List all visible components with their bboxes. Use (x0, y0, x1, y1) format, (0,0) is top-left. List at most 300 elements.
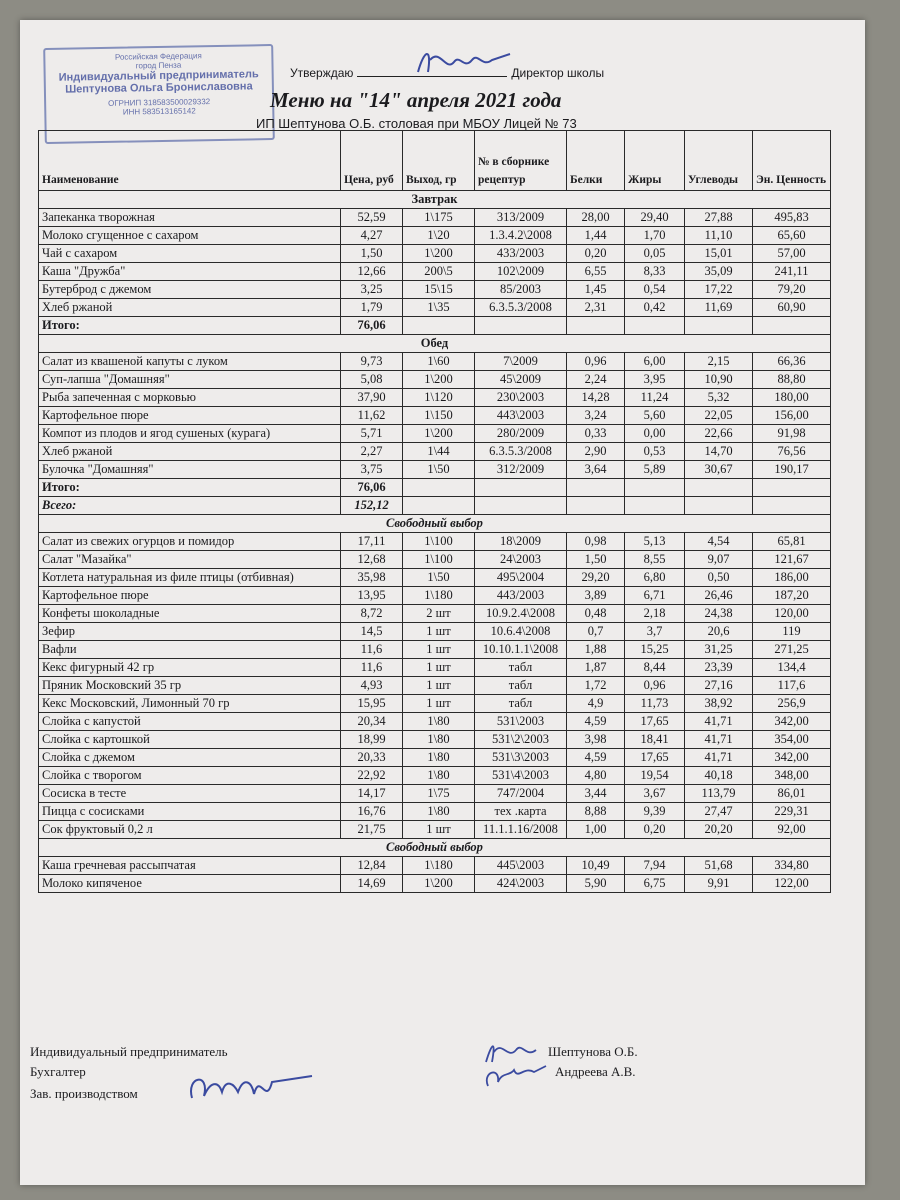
cell-carbs: 26,46 (685, 587, 753, 605)
cell-carbs: 22,05 (685, 407, 753, 425)
table-row (39, 227, 831, 245)
footer-accountant-label: Бухгалтер (30, 1064, 86, 1079)
cell-yield: 1 шт (403, 821, 475, 839)
cell-name: Кекс фигурный 42 гр (39, 659, 341, 677)
cell-carbs: 38,92 (685, 695, 753, 713)
cell-energy: 76,56 (753, 443, 831, 461)
cell-carbs: 35,09 (685, 263, 753, 281)
cell-price: 17,11 (341, 533, 403, 551)
cell-carbs: 41,71 (685, 713, 753, 731)
cell-recipe: 531\3\2003 (475, 749, 567, 767)
table-row (39, 371, 831, 389)
cell-energy: 60,90 (753, 299, 831, 317)
cell-yield: 2 шт (403, 605, 475, 623)
cell-yield: 1\50 (403, 461, 475, 479)
table-row (39, 713, 831, 731)
cell-price: 35,98 (341, 569, 403, 587)
cell-energy: 271,25 (753, 641, 831, 659)
cell-recipe: 230\2003 (475, 389, 567, 407)
table-row (39, 245, 831, 263)
cell-fat: 6,00 (625, 353, 685, 371)
lunch-total-group (39, 479, 831, 533)
cell-protein: 0,20 (567, 245, 625, 263)
cell-price: 1,50 (341, 245, 403, 263)
cell-carbs: 15,01 (685, 245, 753, 263)
cell-carbs: 9,07 (685, 551, 753, 569)
cell-recipe: 495\2004 (475, 569, 567, 587)
cell-protein: 1,00 (567, 821, 625, 839)
table-row (39, 767, 831, 785)
cell-yield: 1\180 (403, 857, 475, 875)
cell-fat: 8,55 (625, 551, 685, 569)
cell-price: 20,33 (341, 749, 403, 767)
cell-price: 1,79 (341, 299, 403, 317)
cell-protein: 0,33 (567, 425, 625, 443)
cell-price: 2,27 (341, 443, 403, 461)
cell-energy: 65,60 (753, 227, 831, 245)
cell-protein: 1,45 (567, 281, 625, 299)
cell-yield: 1\44 (403, 443, 475, 461)
free-rows (39, 533, 831, 839)
cell-fat: 17,65 (625, 713, 685, 731)
cell-carbs: 4,54 (685, 533, 753, 551)
table-row (39, 407, 831, 425)
cell-fat: 0,42 (625, 299, 685, 317)
page-subtitle: ИП Шептунова О.Б. столовая при МБОУ Лицей № 73 (256, 116, 577, 131)
cell-name: Запеканка творожная (39, 209, 341, 227)
cell-yield: 1\180 (403, 587, 475, 605)
cell-name: Хлеб ржаной (39, 443, 341, 461)
cell-energy: 92,00 (753, 821, 831, 839)
cell-protein: 0,7 (567, 623, 625, 641)
cell-recipe: 443\2003 (475, 407, 567, 425)
cell-recipe: 10.10.1.1\2008 (475, 641, 567, 659)
cell-energy: 187,20 (753, 587, 831, 605)
cell-energy: 121,67 (753, 551, 831, 569)
free2-rows (39, 857, 831, 893)
free2-header-group (39, 839, 831, 857)
signature-line (357, 76, 507, 77)
cell-protein: 6,55 (567, 263, 625, 281)
cell-name: Пряник Московский 35 гр (39, 677, 341, 695)
cell-name: Компот из плодов и ягод сушеных (курага) (39, 425, 341, 443)
cell-carbs: 113,79 (685, 785, 753, 803)
table-row (39, 605, 831, 623)
cell-protein: 1,72 (567, 677, 625, 695)
cell-carbs: 11,69 (685, 299, 753, 317)
cell-energy: 122,00 (753, 875, 831, 893)
cell-fat: 11,24 (625, 389, 685, 407)
cell-energy: 354,00 (753, 731, 831, 749)
cell-recipe: 443/2003 (475, 587, 567, 605)
cell-energy: 79,20 (753, 281, 831, 299)
table-row (39, 587, 831, 605)
cell-energy: 66,36 (753, 353, 831, 371)
cell-price: 5,08 (341, 371, 403, 389)
cell-recipe: 531\2\2003 (475, 731, 567, 749)
cell-price: 18,99 (341, 731, 403, 749)
production-signature (182, 1062, 322, 1112)
cell-recipe: 6.3.5.3/2008 (475, 299, 567, 317)
col-header-carbs: Углеводы (685, 131, 753, 191)
cell-price: 3,75 (341, 461, 403, 479)
cell-name: Чай с сахаром (39, 245, 341, 263)
cell-recipe: 313/2009 (475, 209, 567, 227)
page-title: Меню на "14" апреля 2021 года (270, 88, 562, 112)
section-title: Свободный выбор (39, 839, 831, 857)
section-title: Завтрак (39, 191, 831, 209)
cell-recipe: 85/2003 (475, 281, 567, 299)
total-label: Итого: (39, 317, 341, 335)
cell-recipe: табл (475, 695, 567, 713)
table-row (39, 659, 831, 677)
cell-fat: 15,25 (625, 641, 685, 659)
cell-energy: 180,00 (753, 389, 831, 407)
grand-total-label: Всего: (39, 497, 341, 515)
cell-name: Слойка с картошкой (39, 731, 341, 749)
cell-carbs: 24,38 (685, 605, 753, 623)
cell-name: Картофельное пюре (39, 407, 341, 425)
cell-carbs: 27,16 (685, 677, 753, 695)
cell-name: Молоко кипяченое (39, 875, 341, 893)
cell-yield: 1 шт (403, 641, 475, 659)
cell-recipe: 45\2009 (475, 371, 567, 389)
cell-recipe: табл (475, 659, 567, 677)
cell-recipe: 445\2003 (475, 857, 567, 875)
col-header-protein: Белки (567, 131, 625, 191)
cell-carbs: 9,91 (685, 875, 753, 893)
menu-body (39, 191, 831, 209)
cell-fat: 3,7 (625, 623, 685, 641)
cell-fat: 0,53 (625, 443, 685, 461)
breakfast-total-row (39, 317, 831, 335)
total-value: 76,06 (341, 317, 403, 335)
cell-energy: 342,00 (753, 749, 831, 767)
cell-name: Пицца с сосисками (39, 803, 341, 821)
cell-recipe: табл (475, 677, 567, 695)
col-header-yield: Выход, гр (403, 131, 475, 191)
cell-yield: 1\100 (403, 533, 475, 551)
cell-energy: 186,00 (753, 569, 831, 587)
cell-energy: 134,4 (753, 659, 831, 677)
col-header-name: Наименование (39, 131, 341, 191)
cell-carbs: 30,67 (685, 461, 753, 479)
cell-yield: 1\60 (403, 353, 475, 371)
cell-protein: 2,90 (567, 443, 625, 461)
cell-carbs: 41,71 (685, 749, 753, 767)
cell-carbs: 27,88 (685, 209, 753, 227)
cell-recipe: 11.1.1.16/2008 (475, 821, 567, 839)
cell-recipe: 433/2003 (475, 245, 567, 263)
cell-energy: 495,83 (753, 209, 831, 227)
table-row (39, 569, 831, 587)
cell-protein: 1,88 (567, 641, 625, 659)
cell-yield: 1\80 (403, 731, 475, 749)
cell-yield: 1 шт (403, 623, 475, 641)
cell-fat: 0,20 (625, 821, 685, 839)
cell-protein: 8,88 (567, 803, 625, 821)
table-row (39, 281, 831, 299)
cell-protein: 0,96 (567, 353, 625, 371)
cell-energy: 57,00 (753, 245, 831, 263)
cell-yield: 1\80 (403, 713, 475, 731)
cell-fat: 9,39 (625, 803, 685, 821)
approval-label: Утверждаю (290, 66, 354, 80)
section-breakfast (39, 191, 831, 209)
cell-energy: 120,00 (753, 605, 831, 623)
cell-yield: 1\75 (403, 785, 475, 803)
cell-yield: 1\200 (403, 425, 475, 443)
cell-energy: 88,80 (753, 371, 831, 389)
table-row (39, 353, 831, 371)
cell-recipe: 312/2009 (475, 461, 567, 479)
cell-name: Сосиска в тесте (39, 785, 341, 803)
cell-fat: 8,33 (625, 263, 685, 281)
table-row (39, 803, 831, 821)
cell-protein: 10,49 (567, 857, 625, 875)
cell-price: 14,17 (341, 785, 403, 803)
table-row (39, 209, 831, 227)
table-row (39, 731, 831, 749)
cell-protein: 14,28 (567, 389, 625, 407)
cell-price: 5,71 (341, 425, 403, 443)
cell-yield: 1\50 (403, 569, 475, 587)
cell-recipe: 18\2009 (475, 533, 567, 551)
cell-recipe: тех .карта (475, 803, 567, 821)
cell-yield: 1 шт (403, 677, 475, 695)
cell-protein: 1,44 (567, 227, 625, 245)
cell-price: 12,84 (341, 857, 403, 875)
table-row (39, 461, 831, 479)
lunch-total-row (39, 479, 831, 497)
cell-yield: 1\35 (403, 299, 475, 317)
cell-yield: 1\20 (403, 227, 475, 245)
cell-carbs: 0,50 (685, 569, 753, 587)
cell-recipe: 10.9.2.4\2008 (475, 605, 567, 623)
cell-price: 14,69 (341, 875, 403, 893)
cell-energy: 241,11 (753, 263, 831, 281)
section-free (39, 515, 831, 533)
cell-name: Каша гречневая рассыпчатая (39, 857, 341, 875)
cell-name: Конфеты шоколадные (39, 605, 341, 623)
cell-fat: 8,44 (625, 659, 685, 677)
cell-price: 13,95 (341, 587, 403, 605)
cell-carbs: 5,32 (685, 389, 753, 407)
cell-energy: 91,98 (753, 425, 831, 443)
table-row (39, 821, 831, 839)
cell-recipe: 531\4\2003 (475, 767, 567, 785)
cell-fat: 2,18 (625, 605, 685, 623)
table-row (39, 875, 831, 893)
cell-name: Зефир (39, 623, 341, 641)
cell-fat: 0,96 (625, 677, 685, 695)
cell-price: 12,68 (341, 551, 403, 569)
cell-carbs: 27,47 (685, 803, 753, 821)
cell-carbs: 23,39 (685, 659, 753, 677)
cell-carbs: 31,25 (685, 641, 753, 659)
table-row (39, 623, 831, 641)
cell-yield: 1\200 (403, 371, 475, 389)
cell-name: Булочка "Домашняя" (39, 461, 341, 479)
cell-yield: 15\15 (403, 281, 475, 299)
cell-carbs: 10,90 (685, 371, 753, 389)
cell-carbs: 51,68 (685, 857, 753, 875)
cell-carbs: 20,20 (685, 821, 753, 839)
footer-production-label: Зав. производством (30, 1086, 138, 1101)
cell-name: Салат из свежих огурцов и помидор (39, 533, 341, 551)
cell-protein: 4,59 (567, 749, 625, 767)
cell-fat: 3,67 (625, 785, 685, 803)
cell-name: Сок фруктовый 0,2 л (39, 821, 341, 839)
cell-protein: 3,64 (567, 461, 625, 479)
cell-price: 21,75 (341, 821, 403, 839)
grand-total-row (39, 497, 831, 515)
lunch-rows (39, 353, 831, 479)
cell-protein: 4,9 (567, 695, 625, 713)
cell-energy: 65,81 (753, 533, 831, 551)
cell-carbs: 14,70 (685, 443, 753, 461)
table-row (39, 425, 831, 443)
table-row (39, 749, 831, 767)
cell-name: Картофельное пюре (39, 587, 341, 605)
cell-energy: 348,00 (753, 767, 831, 785)
cell-name: Вафли (39, 641, 341, 659)
footer-accountant-name: Андреева А.В. (555, 1064, 636, 1079)
footer-ip-name: Шептунова О.Б. (548, 1044, 638, 1059)
cell-energy: 190,17 (753, 461, 831, 479)
footer-ip-label: Индивидуальный предприниматель (30, 1044, 228, 1059)
cell-fat: 18,41 (625, 731, 685, 749)
cell-price: 4,27 (341, 227, 403, 245)
cell-energy: 342,00 (753, 713, 831, 731)
cell-name: Слойка с джемом (39, 749, 341, 767)
cell-protein: 3,89 (567, 587, 625, 605)
approval-line (290, 66, 604, 80)
cell-name: Кекс Московский, Лимонный 70 гр (39, 695, 341, 713)
cell-protein: 0,98 (567, 533, 625, 551)
table-row (39, 677, 831, 695)
cell-price: 11,6 (341, 659, 403, 677)
cell-protein: 1,87 (567, 659, 625, 677)
cell-protein: 0,48 (567, 605, 625, 623)
table-header-row (39, 131, 831, 191)
cell-fat: 1,70 (625, 227, 685, 245)
table-row (39, 641, 831, 659)
menu-table (38, 130, 831, 893)
cell-energy: 256,9 (753, 695, 831, 713)
cell-fat: 6,75 (625, 875, 685, 893)
table-row (39, 263, 831, 281)
table-row (39, 857, 831, 875)
cell-name: Молоко сгущенное с сахаром (39, 227, 341, 245)
cell-fat: 19,54 (625, 767, 685, 785)
cell-price: 15,95 (341, 695, 403, 713)
cell-yield: 1 шт (403, 695, 475, 713)
section-title: Обед (39, 335, 831, 353)
cell-price: 22,92 (341, 767, 403, 785)
cell-yield: 1\175 (403, 209, 475, 227)
cell-protein: 3,24 (567, 407, 625, 425)
cell-fat: 6,80 (625, 569, 685, 587)
total-value: 76,06 (341, 479, 403, 497)
cell-name: Хлеб ржаной (39, 299, 341, 317)
cell-price: 14,5 (341, 623, 403, 641)
cell-name: Котлета натуральная из филе птицы (отбивная) (39, 569, 341, 587)
cell-recipe: 7\2009 (475, 353, 567, 371)
cell-energy: 156,00 (753, 407, 831, 425)
cell-fat: 6,71 (625, 587, 685, 605)
cell-protein: 3,44 (567, 785, 625, 803)
cell-energy: 229,31 (753, 803, 831, 821)
cell-yield: 1\80 (403, 803, 475, 821)
cell-carbs: 11,10 (685, 227, 753, 245)
cell-fat: 5,13 (625, 533, 685, 551)
cell-energy: 117,6 (753, 677, 831, 695)
col-header-fat: Жиры (625, 131, 685, 191)
breakfast-total-group (39, 317, 831, 353)
cell-price: 52,59 (341, 209, 403, 227)
col-header-energy: Эн. Ценность (753, 131, 831, 191)
cell-protein: 5,90 (567, 875, 625, 893)
cell-price: 37,90 (341, 389, 403, 407)
cell-protein: 1,50 (567, 551, 625, 569)
table-row (39, 695, 831, 713)
cell-protein: 4,59 (567, 713, 625, 731)
cell-carbs: 17,22 (685, 281, 753, 299)
cell-protein: 4,80 (567, 767, 625, 785)
table-row (39, 551, 831, 569)
cell-recipe: 424\2003 (475, 875, 567, 893)
table-row (39, 785, 831, 803)
total-label: Итого: (39, 479, 341, 497)
cell-price: 16,76 (341, 803, 403, 821)
cell-energy: 119 (753, 623, 831, 641)
cell-yield: 1\150 (403, 407, 475, 425)
cell-recipe: 24\2003 (475, 551, 567, 569)
cell-carbs: 22,66 (685, 425, 753, 443)
cell-fat: 0,05 (625, 245, 685, 263)
cell-fat: 29,40 (625, 209, 685, 227)
cell-price: 11,6 (341, 641, 403, 659)
cell-recipe: 102\2009 (475, 263, 567, 281)
cell-price: 11,62 (341, 407, 403, 425)
cell-energy: 86,01 (753, 785, 831, 803)
cell-name: Слойка с капустой (39, 713, 341, 731)
cell-fat: 5,60 (625, 407, 685, 425)
cell-protein: 3,98 (567, 731, 625, 749)
cell-carbs: 2,15 (685, 353, 753, 371)
cell-yield: 1\120 (403, 389, 475, 407)
cell-energy: 334,80 (753, 857, 831, 875)
cell-fat: 17,65 (625, 749, 685, 767)
cell-recipe: 1.3.4.2\2008 (475, 227, 567, 245)
cell-price: 8,72 (341, 605, 403, 623)
cell-fat: 7,94 (625, 857, 685, 875)
cell-recipe: 747/2004 (475, 785, 567, 803)
cell-name: Суп-лапша "Домашняя" (39, 371, 341, 389)
cell-recipe: 6.3.5.3/2008 (475, 443, 567, 461)
section-title: Свободный выбор (39, 515, 831, 533)
table-row (39, 533, 831, 551)
cell-name: Рыба запеченная с морковью (39, 389, 341, 407)
cell-price: 20,34 (341, 713, 403, 731)
cell-carbs: 41,71 (685, 731, 753, 749)
cell-fat: 0,54 (625, 281, 685, 299)
cell-recipe: 280/2009 (475, 425, 567, 443)
cell-fat: 5,89 (625, 461, 685, 479)
cell-yield: 1\80 (403, 749, 475, 767)
cell-price: 3,25 (341, 281, 403, 299)
